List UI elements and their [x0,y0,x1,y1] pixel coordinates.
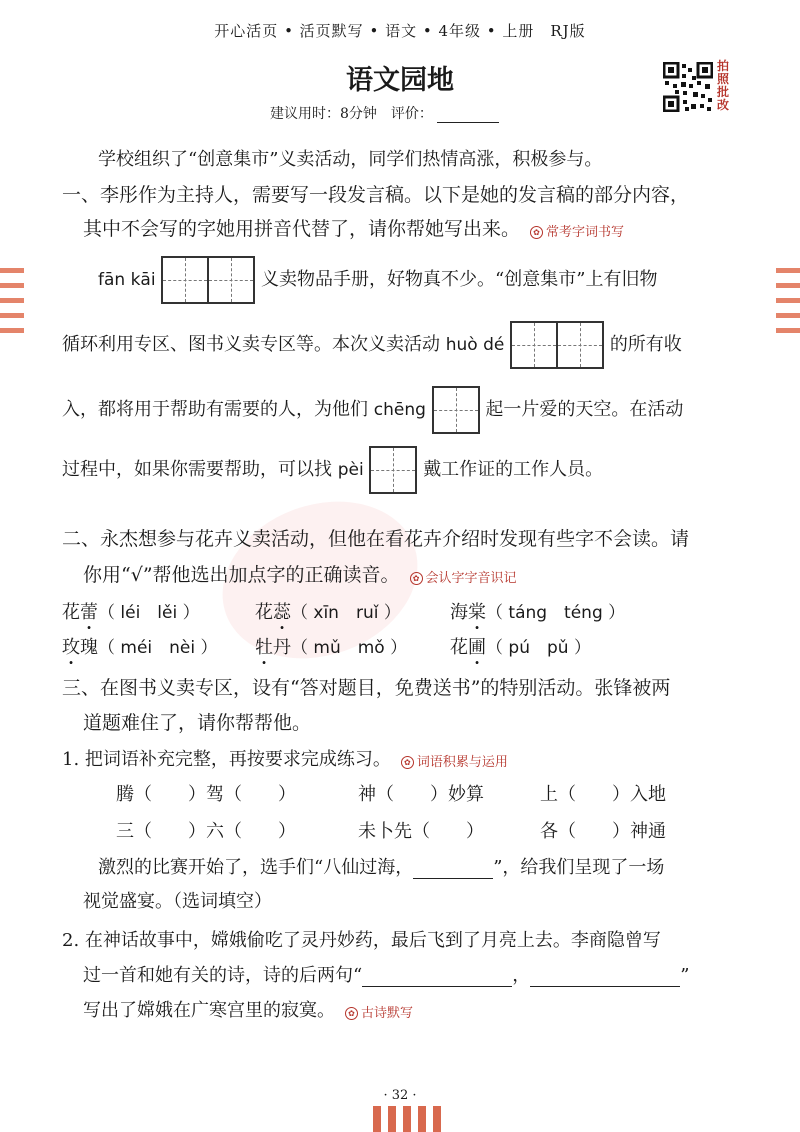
sub2-comma: ， [512,965,531,986]
q1-text: 戴工作证的工作人员。 [423,459,604,480]
q3-sub2-tag: ✿ 古诗默写 [345,1002,413,1021]
q2-item[interactable]: 海棠（ táng téng ） [450,602,626,623]
q2-tag: ✿ 会认字字音识记 [410,567,517,586]
time-suggestion [270,103,499,123]
sub2-text: 过一首和她有关的诗，诗的后两句“ [83,965,363,986]
q1-para3 [62,386,683,434]
q3-sub2-line2 [83,961,689,987]
q1-para2 [62,321,682,369]
pinyin-fankai: fān kāi [98,270,156,290]
intro-text: 学校组织了“创意集市”义卖活动，同学们热情高涨，积极参与。 [98,149,603,170]
page-header: 开心活页 • 活页默写 • 语文 • 4年级 • 上册 RJ版 [214,22,586,40]
poem-blank-2[interactable] [530,968,680,987]
q1-line2 [83,214,624,241]
idiom-item[interactable]: 神（ ）妙算 [358,784,484,805]
pinyin-pei: pèi [337,460,364,480]
q3-line1: 三、在图书义卖专区，设有“答对题目，免费送书”的特别活动。张锋被两 [62,677,671,699]
q3-sub1-tag: ✿ 词语积累与运用 [401,751,508,770]
q1-para4 [62,446,603,494]
fill-text: ”，给我们呈现了一场 [493,857,665,878]
pinyin-cheng: chēng [373,400,426,420]
tag-icon: ✿ [530,226,543,239]
pinyin-huode: huò dé [445,335,505,355]
idiom-item[interactable]: 各（ ）神通 [540,821,666,842]
left-edge-marks [0,268,24,343]
q1-text: 的所有收 [609,334,682,355]
poem-blank-1[interactable] [362,968,512,987]
tag-icon: ✿ [410,572,423,585]
evaluation-blank[interactable] [437,108,499,123]
fill-sentence [98,853,664,879]
q1-text: 过程中，如果你需要帮助，可以找 [62,459,332,480]
q2-item[interactable]: 玫瑰（ méi nèi ） [62,637,218,658]
tag-icon: ✿ [345,1007,358,1020]
q3-sub1 [62,745,508,771]
char-box[interactable] [432,386,480,434]
q1-instruction: 其中不会写的字她用拼音代替了，请你帮她写出来。 [83,218,521,240]
right-edge-marks [776,268,800,343]
fill-blank[interactable] [413,860,493,879]
q1-para1 [98,256,657,304]
q2-line2 [83,560,517,587]
tag-icon: ✿ [401,756,414,769]
fill-text: 激烈的比赛开始了，选手们“八仙过海， [98,857,414,878]
q1-line1: 一、李彤作为主持人，需要写一段发言稿。以下是她的发言稿的部分内容， [62,184,690,206]
idiom-item[interactable]: 三（ ）六（ ） [116,821,296,842]
q3-line2: 道题难住了，请你帮帮他。 [83,712,312,734]
page-title: 语文园地 [346,65,454,96]
q3-sub2-line3 [83,996,413,1022]
fill-note: 视觉盛宴。（选词填空） [83,891,272,912]
char-box[interactable] [207,256,255,304]
q1-text: 循环利用专区、图书义卖专区等。本次义卖活动 [62,334,440,355]
char-box[interactable] [369,446,417,494]
idiom-item[interactable]: 未卜先（ ） [358,821,484,842]
q3-sub2-line1: 2. 在神话故事中，嫦娥偷吃了灵丹妙药，最后飞到了月亮上去。李商隐曾写 [62,930,661,951]
idiom-item[interactable]: 上（ ）入地 [540,784,666,805]
q2-line1: 二、永杰想参与花卉义卖活动，但他在看花卉介绍时发现有些字不会读。请 [62,528,690,550]
char-box[interactable] [161,256,209,304]
char-box[interactable] [556,321,604,369]
q3-sub1-text: 1. 把词语补充完整，再按要求完成练习。 [62,749,391,770]
page-number: · 32 · [383,1088,417,1103]
qr-code-icon[interactable] [663,62,713,112]
q1-tag: ✿ 常考字词书写 [530,221,624,240]
q2-item[interactable]: 花蕾（ léi lěi ） [62,602,200,623]
bottom-edge-marks [373,1106,441,1132]
sub2-close-quote: ” [680,965,690,986]
char-box[interactable] [510,321,558,369]
idiom-item[interactable]: 腾（ ）驾（ ） [116,784,296,805]
sub2-text: 写出了嫦娥在广寒宫里的寂寞。 [83,1000,335,1021]
q2-item[interactable]: 花圃（ pú pǔ ） [450,637,591,658]
q2-instruction: 你用“√”帮他选出加点字的正确读音。 [83,564,400,586]
q2-item[interactable]: 牡丹（ mǔ mǒ ） [255,637,408,658]
q1-text: 义卖物品手册，好物真不少。“创意集市”上有旧物 [261,269,658,290]
q1-text: 入，都将用于帮助有需要的人，为他们 [62,399,368,420]
photo-check-label: 拍照批改 [717,59,730,112]
time-label: 建议用时：8分钟 评价： [270,106,433,122]
q2-item[interactable]: 花蕊（ xīn ruǐ ） [255,602,401,623]
q1-text: 起一片爱的天空。在活动 [485,399,684,420]
